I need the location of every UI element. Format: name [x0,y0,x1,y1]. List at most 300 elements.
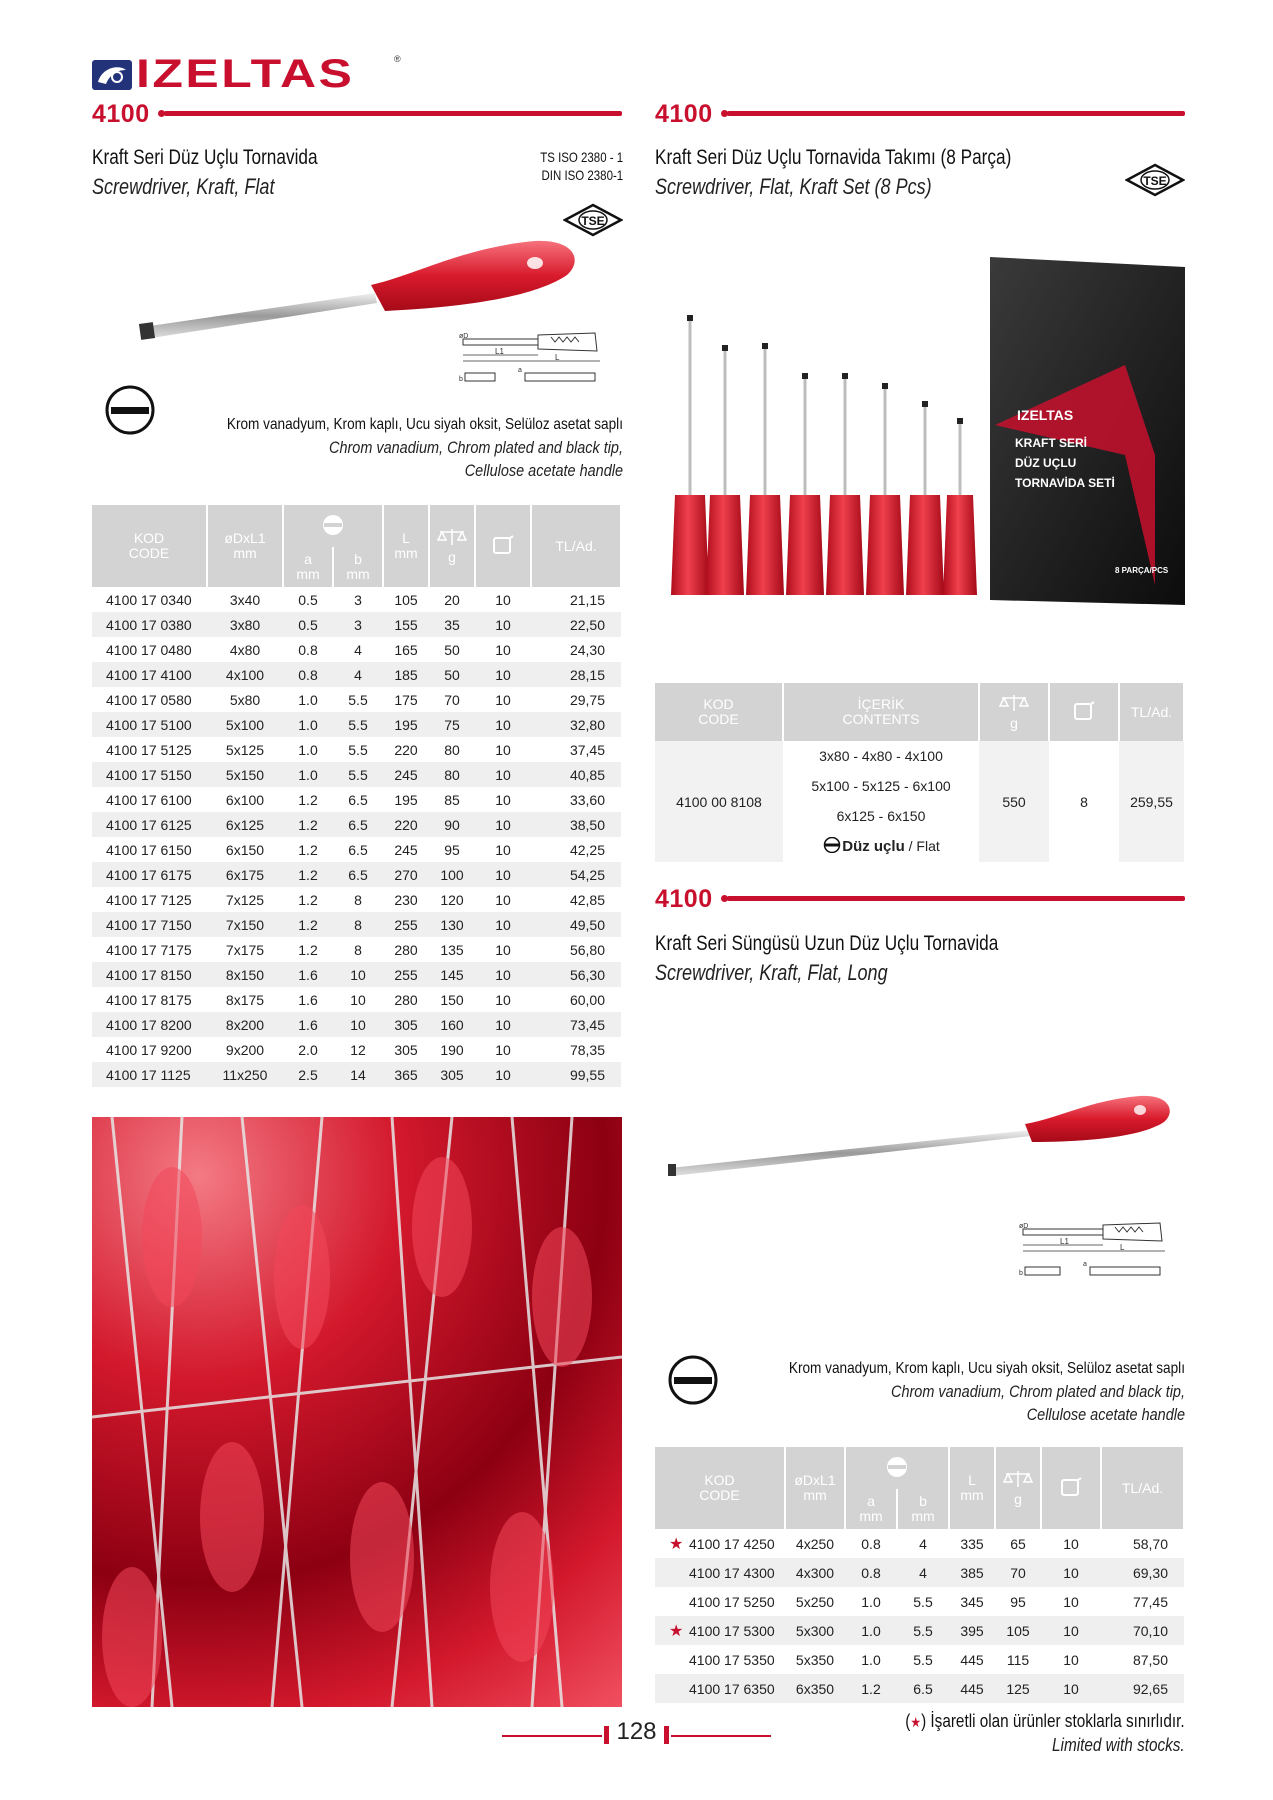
long-description [719,1357,1185,1426]
cell-price: 73,45 [531,1012,621,1037]
cell-qty: 10 [495,741,511,758]
table-row [92,912,621,937]
cell-code: 4100 17 0340 [106,591,192,608]
cell-price: 22,50 [531,612,621,637]
cell-b: 6.5 [348,791,368,808]
registered-mark: ® [394,54,401,64]
set-table [655,683,1185,862]
cell-b: 6.5 [897,1674,949,1703]
cell-a: 1.2 [298,891,318,908]
box-icon [492,535,514,555]
cell-b: 14 [333,1062,383,1087]
desc-tr: Krom vanadyum, Krom kaplı, Ucu siyah oksit, Selüloz asetat saplı [226,416,623,433]
cell-g: 70 [995,1558,1041,1587]
desc-en-2: Cellulose acetate handle [1026,1405,1185,1424]
cell-code: 4100 17 8150 [92,962,207,987]
cell-code: 4100 17 6175 [92,862,207,887]
set-weight: 550 [1002,793,1026,810]
cell-size: 8x150 [207,962,283,987]
long-screwdriver-image [660,1090,1180,1180]
cell-qty: 10 [475,1012,531,1037]
table-row [92,812,621,837]
col-weight: g [995,1447,1041,1529]
cell-a: 2.5 [283,1062,333,1087]
cell-l: 105 [394,591,418,608]
set-price: 259,55 [1130,793,1173,810]
cell-code: 4100 17 6125 [92,812,207,837]
cell-price: 40,85 [531,762,621,787]
cell-b: 6.5 [348,841,368,858]
cell-size: 7x175 [225,941,265,958]
cell-b: 5.5 [333,762,383,787]
left-title-en: Screwdriver, Kraft, Flat [92,174,275,199]
cell-code: 4100 17 5150 [92,762,207,787]
cell-b: 10 [333,1012,383,1037]
cell-a: 1.0 [861,1651,881,1668]
cell-b: 5.5 [913,1593,933,1610]
cell-size: 5x100 [207,712,283,737]
cell-a: 0.8 [298,641,318,658]
scale-icon [999,693,1029,713]
cell-l: 365 [383,1062,429,1087]
cell-size: 9x200 [225,1041,265,1058]
cell-qty: 10 [475,712,531,737]
table-row [92,1062,621,1087]
flat-tip-icon [668,1355,718,1405]
long-title-tr: Kraft Seri Süngüsü Uzun Düz Uçlu Tornavida [655,932,999,955]
cell-size: 6x350 [785,1674,845,1703]
cell-l: 305 [394,1041,418,1058]
table-row [655,1645,1184,1674]
cell-size: 4x80 [229,641,261,658]
cell-qty: 10 [1063,1593,1079,1610]
cell-code: 4100 17 7175 [106,941,192,958]
cell-l: 195 [383,712,429,737]
cell-g: 35 [429,612,475,637]
cell-qty: 10 [1063,1651,1079,1668]
cell-a: 0.8 [861,1535,881,1552]
cell-code: 4100 17 0380 [92,612,207,637]
cell-qty: 10 [475,862,531,887]
cell-price: 49,50 [531,912,621,937]
set-title-en: Screwdriver, Flat, Kraft Set (8 Pcs) [655,174,932,199]
cell-price: 29,75 [569,691,605,708]
cell-qty: 10 [475,762,531,787]
cell-l: 185 [383,662,429,687]
cell-size: 5x125 [225,741,265,758]
cell-g: 75 [429,712,475,737]
cell-g: 80 [429,762,475,787]
limited-stock-star-icon: ★ [669,1622,684,1640]
scale-icon [1003,1469,1033,1489]
cell-code: 4100 17 7125 [106,891,192,908]
cell-size: 6x150 [225,841,265,858]
cell-code: 4100 17 6150 [106,841,192,858]
cell-a: 1.0 [861,1593,881,1610]
table-row [655,1674,1184,1703]
cell-a: 1.0 [298,691,318,708]
cell-size: 8x175 [225,991,265,1008]
table-row [655,1529,1184,1558]
cell-g: 305 [429,1062,475,1087]
table-row [92,587,621,612]
set-qty: 8 [1049,741,1119,862]
cell-code: 4100 17 6350 [655,1674,785,1703]
svg-text:a: a [518,367,522,374]
cell-l: 220 [394,741,418,758]
cell-qty: 10 [495,691,511,708]
table-row [92,887,621,912]
cell-code: 4100 17 4300 [655,1558,785,1587]
cell-l: 335 [960,1535,984,1552]
cell-b: 4 [897,1558,949,1587]
section-number: 4100 [655,100,713,128]
cell-b: 5.5 [348,691,368,708]
cell-size: 4x100 [207,662,283,687]
page-bar-right [664,1726,669,1744]
table-row [92,787,621,812]
scale-icon [437,527,467,547]
cell-l: 195 [394,791,418,808]
cell-size: 5x300 [785,1616,845,1645]
col-price: TL/Ad. [1119,683,1184,741]
col-b: b mm [333,547,383,587]
cell-l: 305 [383,1012,429,1037]
svg-text:8 PARÇA/PCS: 8 PARÇA/PCS [1115,566,1169,575]
cell-b: 5.5 [333,712,383,737]
cell-price: 54,25 [531,862,621,887]
table-row [92,762,621,787]
table-row [92,937,621,962]
cell-b: 10 [333,962,383,987]
cell-qty: 10 [495,941,511,958]
cell-l: 280 [394,991,418,1008]
cell-a: 1.2 [298,791,318,808]
cell-g: 50 [444,641,460,658]
tse-cert-icon [1125,163,1185,197]
col-a: a mm [283,547,333,587]
cell-qty: 10 [495,591,511,608]
cell-code: 4100 17 0480 [106,641,192,658]
svg-text:L1: L1 [495,347,504,356]
svg-text:øD: øD [459,333,469,340]
cell-g: 135 [440,941,464,958]
cell-b: 5.5 [897,1616,949,1645]
dimension-diagram [1015,1215,1170,1283]
cell-price: 58,70 [1132,1535,1168,1552]
svg-text:DÜZ UÇLU: DÜZ UÇLU [1015,456,1077,470]
cell-qty: 10 [495,1041,511,1058]
cell-l: 155 [383,612,429,637]
cell-l: 270 [383,862,429,887]
cell-code: 4100 17 5125 [106,741,192,758]
svg-text:a: a [1083,1261,1087,1268]
col-size: øDxL1 mm [207,505,283,587]
cell-size: 7x125 [225,891,265,908]
cell-b: 10 [350,991,366,1008]
cell-g: 100 [429,862,475,887]
cell-size: 3x40 [229,591,261,608]
cell-price: 56,80 [569,941,605,958]
cell-size: 6x175 [207,862,283,887]
cell-g: 95 [1010,1593,1026,1610]
right-top-section-header [655,100,1185,126]
cell-code: 4100 17 1125 [92,1062,207,1087]
table-row [92,862,621,887]
cell-qty: 10 [475,1062,531,1087]
left-description [157,413,623,482]
standards [540,148,623,184]
table-row [655,1616,1184,1645]
cell-l: 245 [394,841,418,858]
col-code: KOD CODE [655,1447,785,1529]
cell-g: 190 [440,1041,464,1058]
table-row [92,687,621,712]
cell-g: 120 [440,891,464,908]
svg-text:L: L [555,353,560,362]
cell-price: 42,25 [569,841,605,858]
page-line-right [671,1735,771,1737]
cell-code: 4100 17 8175 [106,991,192,1008]
cell-b: 8 [333,912,383,937]
cell-size: 6x125 [207,812,283,837]
cell-price: 28,15 [531,662,621,687]
flat-tip-icon [822,837,842,853]
standard-ts: TS ISO 2380 - 1 [540,149,623,165]
cell-size: 5x80 [229,691,261,708]
svg-text:L: L [1120,1243,1125,1252]
cell-b: 6.5 [333,812,383,837]
cell-b: 8 [354,891,362,908]
cell-b: 4 [919,1535,927,1552]
cell-g: 70 [444,691,460,708]
table-row [655,1558,1184,1587]
cell-size: 4x300 [785,1558,845,1587]
table-row [655,1587,1184,1616]
cell-a: 1.2 [283,812,333,837]
cell-code: ★ 4100 17 5300 [655,1616,785,1645]
section-number: 4100 [92,100,150,128]
cell-price: 56,30 [531,962,621,987]
table-row [655,741,1184,862]
stock-footnote [856,1710,1185,1757]
cell-size: 3x80 [207,612,283,637]
cell-a: 1.2 [298,841,318,858]
limited-stock-star-icon: ★ [669,1535,684,1553]
cell-code: 4100 17 5250 [689,1593,775,1610]
cell-l: 345 [960,1593,984,1610]
svg-text:IZELTAS: IZELTAS [1017,407,1074,423]
box-icon [1060,1477,1082,1497]
cell-g: 160 [429,1012,475,1037]
standard-din: DIN ISO 2380-1 [541,167,623,183]
left-title-tr: Kraft Seri Düz Uçlu Tornavida [92,146,318,169]
svg-text:øD: øD [1019,1223,1029,1230]
cell-b: 4 [333,662,383,687]
cell-l: 255 [383,912,429,937]
cell-l: 395 [949,1616,995,1645]
cell-size: 5x350 [795,1651,835,1668]
cell-price: 60,00 [569,991,605,1008]
svg-text:TSE: TSE [581,214,605,228]
cell-price: 70,10 [1101,1616,1184,1645]
col-contents: İÇERİK CONTENTS [783,683,979,741]
cell-code: 4100 17 6100 [106,791,192,808]
cell-g: 115 [1006,1651,1030,1668]
col-price: TL/Ad. [531,505,621,587]
desc-en-1: Chrom vanadium, Chrom plated and black tip, [329,438,623,457]
cell-a: 0.8 [283,662,333,687]
cell-code: 4100 17 9200 [106,1041,192,1058]
desc-en-2: Cellulose acetate handle [464,461,623,480]
cell-qty: 10 [495,641,511,658]
col-b: b mm [897,1489,949,1529]
cell-price: 24,30 [569,641,605,658]
col-length: L mm [949,1447,995,1529]
cell-l: 175 [394,691,418,708]
cell-g: 145 [429,962,475,987]
cell-a: 0.8 [845,1558,897,1587]
table-row [92,987,621,1012]
cell-qty: 10 [1063,1535,1079,1552]
cell-code: 4100 17 8200 [92,1012,207,1037]
section-divider [164,111,622,116]
cell-price: 92,65 [1101,1674,1184,1703]
set-contents: 3x80 - 4x80 - 4x100 5x100 - 5x125 - 6x100 6x125 - 6x150 Düz uçlu / Flat [783,741,979,862]
cell-a: 0.5 [283,612,333,637]
cell-b: 12 [350,1041,366,1058]
col-length: L mm [383,505,429,587]
cell-l: 445 [960,1651,984,1668]
table-row [92,1037,621,1062]
cell-code: ★ 4100 17 4250 [669,1535,775,1553]
set-title-tr: Kraft Seri Düz Uçlu Tornavida Takımı (8 Parça) [655,146,1012,169]
cell-g: 105 [995,1616,1041,1645]
svg-text:TORNAVİDA SETİ: TORNAVİDA SETİ [1015,476,1115,490]
cell-g: 65 [1010,1535,1026,1552]
cell-b: 4 [354,641,362,658]
svg-text:b: b [459,376,463,383]
cell-size: 5x250 [795,1593,835,1610]
cell-code: 4100 17 0580 [106,691,192,708]
section-divider [727,896,1185,901]
cell-a: 1.2 [845,1674,897,1703]
cell-g: 95 [444,841,460,858]
cell-b: 8 [354,941,362,958]
cell-price: 99,55 [531,1062,621,1087]
section-number: 4100 [655,885,713,913]
svg-text:KRAFT SERİ: KRAFT SERİ [1015,436,1087,450]
cell-a: 1.2 [283,912,333,937]
cell-qty: 10 [1041,1616,1101,1645]
box-icon [1073,701,1095,721]
col-tip-icon [845,1447,949,1489]
right-bottom-section-header [655,885,1185,911]
cell-b: 5.5 [913,1651,933,1668]
cell-qty: 10 [475,812,531,837]
product-bulk-photo [92,1117,622,1707]
cell-code: 4100 17 7150 [92,912,207,937]
col-size: øDxL1 mm [785,1447,845,1529]
cell-a: 1.2 [298,941,318,958]
table-row [92,837,621,862]
col-weight: g [979,683,1049,741]
cell-qty: 10 [475,662,531,687]
cell-a: 1.6 [283,962,333,987]
cell-a: 1.0 [283,712,333,737]
cell-a: 1.6 [298,991,318,1008]
cell-qty: 10 [495,991,511,1008]
cell-g: 50 [429,662,475,687]
screwdriver-set-image [655,255,1185,610]
long-title-en: Screwdriver, Kraft, Flat, Long [655,960,888,985]
cell-price: 69,30 [1101,1558,1184,1587]
cell-g: 80 [444,741,460,758]
svg-text:L1: L1 [1060,1237,1069,1246]
cell-qty: 10 [475,962,531,987]
cell-l: 255 [383,962,429,987]
cell-price: 21,15 [569,591,605,608]
cell-qty: 10 [1041,1558,1101,1587]
footnote-en: Limited with stocks. [1052,1735,1185,1755]
cell-qty: 10 [1041,1674,1101,1703]
table-row [92,1012,621,1037]
logo-emblem-icon [92,60,132,90]
col-qty [1049,683,1119,741]
table-row [92,637,621,662]
cell-b: 5.5 [348,741,368,758]
cell-l: 165 [394,641,418,658]
cell-b: 3 [333,612,383,637]
cell-price: 33,60 [569,791,605,808]
table-row [92,962,621,987]
cell-size: 7x150 [207,912,283,937]
col-qty [1041,1447,1101,1529]
svg-text:b: b [1019,1270,1023,1277]
col-tip-icon [283,505,383,547]
cell-size: 8x200 [207,1012,283,1037]
cell-a: 0.5 [298,591,318,608]
cell-b: 3 [354,591,362,608]
cell-g: 20 [444,591,460,608]
cell-size: 11x250 [207,1062,283,1087]
cell-qty: 10 [495,841,511,858]
left-section-header [92,100,622,126]
cell-l: 245 [383,762,429,787]
cell-g: 125 [995,1674,1041,1703]
cell-qty: 10 [475,612,531,637]
cell-price: 32,80 [531,712,621,737]
footnote-tr: (★) İşaretli olan ürünler stoklarla sınırlıdır. [905,1711,1185,1731]
cell-code: 4100 17 5100 [92,712,207,737]
col-weight: g [429,505,475,587]
cell-a: 2.0 [298,1041,318,1058]
table-row [92,612,621,637]
cell-l: 385 [949,1558,995,1587]
page-number: 128 [616,1718,657,1745]
col-code: KOD CODE [655,683,783,741]
cell-a: 1.0 [283,762,333,787]
col-a: a mm [845,1489,897,1529]
section-divider [727,111,1185,116]
cell-g: 150 [440,991,464,1008]
cell-price: 87,50 [1132,1651,1168,1668]
col-qty [475,505,531,587]
cell-a: 1.2 [283,862,333,887]
cell-qty: 10 [495,791,511,808]
dimension-diagram [455,325,605,393]
cell-a: 1.0 [845,1616,897,1645]
